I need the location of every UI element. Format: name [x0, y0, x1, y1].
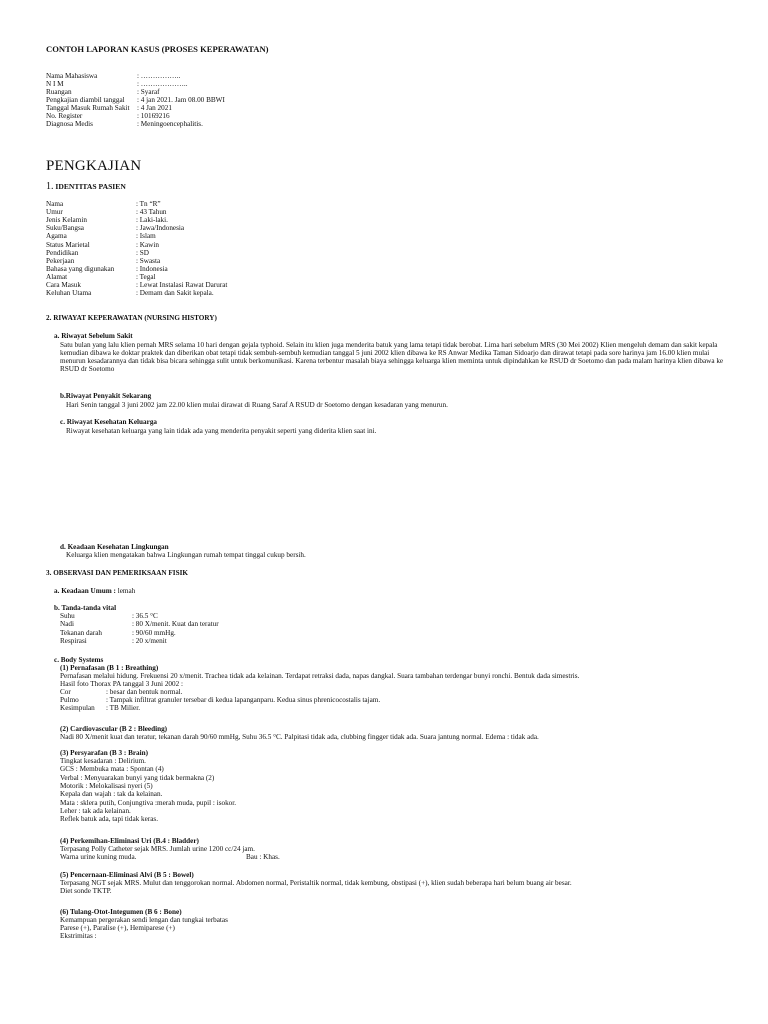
- b1-item-label: Pulmo: [60, 696, 79, 704]
- b6-heading: (6) Tulang-Otot-Integumen (B 6 : Bone): [60, 908, 182, 916]
- keadaan-umum-label: a. Keadaan Umum :: [54, 587, 116, 595]
- keadaan-umum-value: lemah: [115, 587, 136, 595]
- b1-item-value: : Tampak infiltrat granuler tersebar di kedua lapanganparu. Kedua sinus phrenicocostalis tajam.: [106, 696, 381, 704]
- b6-line: Ekstrimitas :: [60, 932, 97, 940]
- identitas-heading: [46, 181, 126, 192]
- b3-line: Reflek batuk ada, tapi tidak keras.: [60, 815, 158, 824]
- b3-line: Mata : sklera putih, Conjungtiva :merah muda, pupil : isokor.: [60, 798, 237, 807]
- b4-line1: Terpasang Polly Catheter sejak MRS. Jumlah urine 1200 cc/24 jam.: [60, 845, 255, 853]
- identitas-field-label: Suku/Bangsa: [46, 224, 84, 233]
- riwayat-d-heading: d. Keadaan Kesehatan Lingkungan: [60, 543, 169, 551]
- vitals-heading: b. Tanda-tanda vital: [54, 604, 117, 612]
- identitas-field-label: Cara Masuk: [46, 281, 81, 289]
- vital-sign-value: : 80 X/menit. Kuat dan teratur: [132, 620, 219, 629]
- identitas-field-label: Bahasa yang digunakan: [46, 264, 115, 273]
- b4-line2: Warna urine kuning muda.: [60, 853, 137, 861]
- b1-item-label: Cor: [60, 688, 71, 696]
- identitas-heading-text: IDENTITAS PASIEN: [55, 182, 126, 191]
- riwayat-b-heading: b.Riwayat Penyakit Sekarang: [60, 392, 152, 400]
- vital-sign-value: : 90/60 mmHg.: [132, 628, 176, 637]
- identitas-field-label: Umur: [46, 208, 63, 217]
- b2-heading: (2) Cardiovascular (B 2 : Bleeding): [60, 725, 168, 733]
- identitas-field-value: : SD: [136, 248, 149, 257]
- header-field-value: : 4 jan 2021. Jam 08.00 BBWI: [137, 96, 225, 104]
- riwayat-a-text: Satu bulan yang lalu klien pernah MRS selama 10 hari dengan gejala typhoid. Selain itu klien juga menderita batuk yang lama tetapi tidak berobat. Lima hari sebelum MRS (30 Mei 2002) Klien mengeluh demam dan sakit kepala kemudian dibawa ke doktar praktek dan diberikan obat tetapi tidak sembuh-sembuh kemudian tanggal 5 juni 2002 klien dibawa ke RS Anwar Medika Taman Sidoarjo dan dirawat tetapi pada sore harinya jam 16.00 klien mulai menurun kesadarannya dan tidak bisa bicara sehingga sulit untuk berkomunikasi. Karena terbentur masalah biaya sehingga keluarga klien meminta untuk dipindahkan ke RSUD dr Soetomo dan pada malam harinya klien dibawa ke RSUD dr Soetomo: [60, 341, 724, 373]
- riwayat-c-heading: c. Riwayat Kesehatan Keluarga: [60, 418, 158, 426]
- b1-item-value: : TB Milier.: [106, 704, 141, 712]
- vital-sign-value: : 20 x/menit: [132, 636, 167, 645]
- header-field-label: No. Register: [46, 112, 83, 120]
- b4-heading: (4) Perkemihan-Eliminasi Uri (B.4 : Bladder): [60, 837, 199, 845]
- vital-sign-label: Suhu: [60, 612, 75, 620]
- header-field-label: Ruangan: [46, 88, 72, 96]
- header-field-value: : 10169216: [137, 112, 170, 120]
- identitas-field-label: Pekerjaan: [46, 256, 75, 265]
- b3-line: Verbal : Menyuarakan bunyi yang tidak bermakna (2): [60, 773, 215, 782]
- b1-item-label: Kesimpulan: [60, 704, 95, 712]
- b1-item-value: : besar dan bentuk normal.: [106, 688, 183, 696]
- b1-foto: Hasil foto Thorax PA tanggal 3 Juni 2002 :: [60, 680, 183, 688]
- b5-line2: Diet sonde TKTP.: [60, 887, 112, 895]
- header-field-label: Pengkajian diambil tanggal: [46, 96, 125, 104]
- vital-sign-value: : 36.5 °C: [132, 612, 158, 620]
- b6-line: Parese (+), Paralise (+), Hemiparese (+): [60, 924, 175, 932]
- identitas-field-label: Status Marietal: [46, 240, 90, 249]
- b3-line: GCS : Membuka mata : Spontan (4): [60, 765, 164, 774]
- b3-line: Tingkat kesadaran : Delirium.: [60, 757, 146, 765]
- identitas-field-label: Nama: [46, 200, 64, 208]
- identitas-field-value: : Demam dan Sakit kepala.: [136, 289, 214, 298]
- b3-line: Motorik : Melokalisasi nyeri (5): [60, 781, 153, 790]
- riwayat-d-text: Keluarga klien mengatakan bahwa Lingkungan rumah tempat tinggal cukup bersih.: [66, 551, 306, 559]
- header-field-label: Diagnosa Medis: [46, 120, 93, 128]
- b5-line1: Terpasang NGT sejak MRS. Mulut dan tenggorokan normal. Abdomen normal, Peristaltik normal, tidak kembung, obstipasi (+), klien sudah beberapa hari belum buang air besar.: [60, 879, 572, 887]
- b1-heading: (1) Pernafasan (B 1 : Breathing): [60, 664, 159, 672]
- vital-sign-label: Tekanan darah: [60, 628, 102, 637]
- identitas-field-value: : Lewat Instalasi Rawat Darurat: [136, 281, 228, 289]
- b4-line2b: Bau : Khas.: [246, 853, 280, 861]
- section-title: PENGKAJIAN: [46, 158, 142, 174]
- riwayat-c-text: Riwayat kesehatan keluarga yang lain tidak ada yang menderita penyakit seperti yang diderita klien saat ini.: [66, 427, 377, 435]
- identitas-field-value: : 43 Tahun: [136, 208, 167, 217]
- identitas-field-value: : Tn “R”: [136, 200, 161, 208]
- identitas-field-value: : Laki-laki.: [136, 216, 168, 225]
- riwayat-a-heading: a. Riwayat Sebelum Sakit: [54, 332, 133, 340]
- identitas-field-label: Pendidikan: [46, 248, 79, 257]
- header-field-value: : ………………..: [137, 80, 188, 88]
- document-title: CONTOH LAPORAN KASUS (PROSES KEPERAWATAN): [46, 44, 269, 54]
- observasi-heading: 3. OBSERVASI DAN PEMERIKSAAN FISIK: [46, 569, 188, 577]
- header-field-label: Nama Mahasiswa: [46, 72, 98, 80]
- header-field-value: : 4 Jan 2021: [137, 104, 172, 112]
- riwayat-b-text: Hari Senin tanggal 3 juni 2002 jam 22.00 klien mulai dirawat di Ruang Saraf A RSUD dr Soetomo dengan kesadaran yang menurun.: [66, 401, 448, 409]
- identitas-field-value: : Indonesia: [136, 264, 168, 273]
- identitas-field-value: : Kawin: [136, 240, 159, 249]
- header-field-value: : Meningoencephalitis.: [137, 120, 203, 128]
- identitas-field-value: : Tegal: [136, 272, 156, 281]
- identitas-number: 1.: [46, 181, 54, 192]
- header-field-label: N I M: [46, 80, 64, 88]
- b5-heading: (5) Pencernaan-Eliminasi Alvi (B 5 : Bowel): [60, 871, 194, 879]
- b3-line: Leher : tak ada kelainan.: [60, 806, 131, 815]
- vital-sign-label: Nadi: [60, 620, 74, 629]
- keadaan-umum: [54, 587, 135, 595]
- b3-heading: (3) Persyarafan (B 3 : Brain): [60, 749, 149, 757]
- identitas-field-label: Alamat: [46, 272, 68, 281]
- b6-line: Kemampuan pergerakan sendi lengan dan tungkai terbatas: [60, 916, 228, 924]
- b1-text: Pernafasan melalui hidung. Frekuensi 20 x/menit. Trachea tidak ada kelainan. Terdapat retraksi dada, napas dangkal. Suara tambahan terdengar bunyi ronchi. Bentuk dada simestris.: [60, 672, 580, 680]
- identitas-field-value: : Islam: [136, 232, 156, 241]
- identitas-field-label: Jenis Kelamin: [46, 216, 87, 225]
- riwayat-heading: 2. RIWAYAT KEPERAWATAN (NURSING HISTORY): [46, 314, 217, 322]
- header-field-value: : Syaraf: [137, 88, 160, 96]
- identitas-field-label: Agama: [46, 232, 67, 241]
- b2-text: Nadi 80 X/menit kuat dan teratur, tekanan darah 90/60 mmHg, Suhu 36.5 °C. Palpitasi tidak ada, clubbing fingger tidak ada. Suara jantung normal. Edema : tidak ada.: [60, 733, 539, 741]
- header-field-label: Tanggal Masuk Rumah Sakit: [46, 104, 130, 112]
- identitas-field-value: : Swasta: [136, 256, 161, 265]
- identitas-field-label: Keluhan Utama: [46, 289, 92, 298]
- header-field-value: : ……………..: [137, 72, 181, 80]
- identitas-field-value: : Jawa/Indonesia: [136, 224, 185, 233]
- vital-sign-label: Respirasi: [60, 636, 87, 645]
- b3-line: Kepala dan wajah : tak da kelainan.: [60, 790, 163, 799]
- body-systems-heading: c. Body Systems: [54, 656, 104, 664]
